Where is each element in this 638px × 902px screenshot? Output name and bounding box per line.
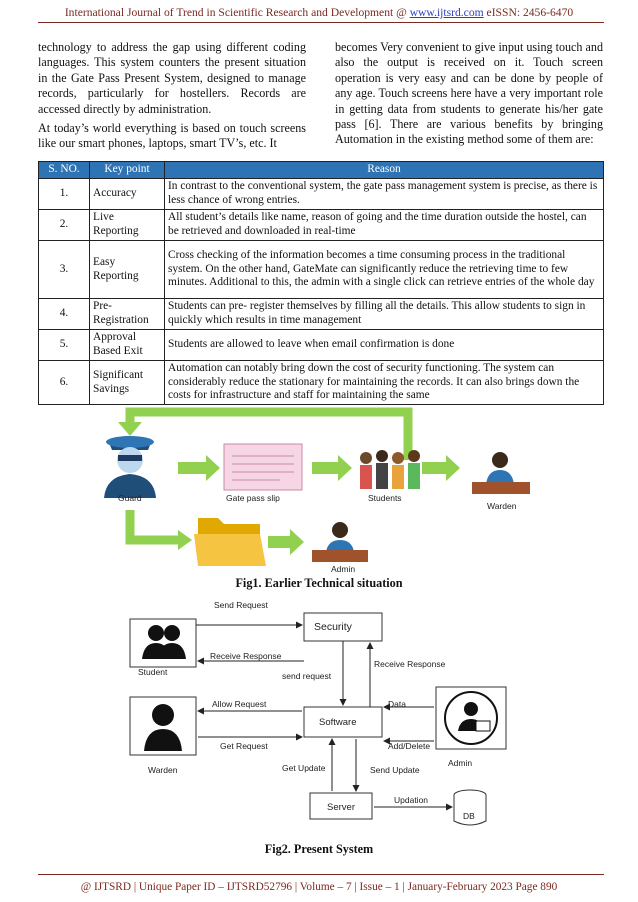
label-students: Students <box>368 493 402 503</box>
node-student: Student <box>138 667 168 677</box>
cell-key: Pre-Registration <box>90 299 165 330</box>
node-admin: Admin <box>448 758 473 768</box>
table-row <box>39 179 604 210</box>
admin-icon <box>312 522 368 562</box>
admin-box <box>436 687 506 749</box>
table-row <box>39 241 604 299</box>
table-row <box>39 299 604 330</box>
cell-reason: Students are allowed to leave when email confirmation is done <box>165 330 604 361</box>
node-security: Security <box>314 621 352 633</box>
footer-rule <box>38 874 604 875</box>
header-rule <box>38 22 604 23</box>
cell-key: Approval Based Exit <box>90 330 165 361</box>
table-row <box>39 210 604 241</box>
edge-label-data: Data <box>388 699 406 709</box>
cell-sno: 3. <box>39 241 90 299</box>
students-icon <box>360 450 420 489</box>
cell-reason: Students can pre- register themselves by filling all the details. This allow students to sign in quickly which results in time management <box>165 299 604 330</box>
label-guard: Guard <box>118 493 142 503</box>
edge-label-send-request: Send Request <box>214 600 268 610</box>
col-header-reason: Reason <box>165 162 604 179</box>
cell-sno: 2. <box>39 210 90 241</box>
cell-key: Easy Reporting <box>90 241 165 299</box>
arrow-guard-to-slip <box>178 455 220 481</box>
node-software: Software <box>319 717 357 728</box>
gate-pass-slip-icon <box>224 444 302 490</box>
journal-link[interactable]: www.ijtsrd.com <box>409 6 484 19</box>
arrow-to-folder-head <box>178 530 192 550</box>
paragraph: technology to address the gap using different coding languages. This system counters the present situation in the Gate Pass Present System, designed to manage records, particularly for hostellers. Records are accessed directly by administration. <box>38 40 306 116</box>
edge-label-get-request: Get Request <box>220 741 268 751</box>
arrow-folder-to-admin <box>268 529 304 555</box>
edge-label-updation: Updation <box>394 795 429 805</box>
cell-sno: 6. <box>39 361 90 405</box>
cell-reason: Cross checking of the information becomes a time consuming process in the traditional system. On the other hand, GateMate can significantly reduce the retrieving time to few minutes. Additional to this, the admin with a single click can retrieve entries of the whole day <box>165 241 604 299</box>
cell-key: Accuracy <box>90 179 165 210</box>
cell-sno: 4. <box>39 299 90 330</box>
cell-reason: Automation can notably bring down the cost of security functioning. The system can considerably reduce the stationary for maintaining the records. It can also brings down the costs for infrastructure and staff for maintaining the same <box>165 361 604 405</box>
right-column <box>335 40 603 152</box>
running-footer: @ IJTSRD | Unique Paper ID – IJTSRD52796 | Volume – 7 | Issue – 1 | January-February 2023 Page 890 <box>80 881 558 893</box>
col-header-keypoint: Key point <box>90 162 165 179</box>
student-box <box>130 619 196 667</box>
header-suffix: eISSN: 2456-6470 <box>483 6 574 19</box>
node-db: DB <box>463 811 475 821</box>
label-warden: Warden <box>487 501 517 511</box>
cell-key: Significant Savings <box>90 361 165 405</box>
guard-icon <box>104 436 156 498</box>
running-header <box>0 6 638 19</box>
table-row <box>39 361 604 405</box>
edge-label-add-delete: Add/Delete <box>388 741 431 751</box>
node-server: Server <box>327 802 355 813</box>
edge-label-receive-response-left: Receive Response <box>210 651 282 661</box>
table-header-row <box>39 162 604 179</box>
fig1-caption: Fig1. Earlier Technical situation <box>235 576 403 590</box>
folder-icon <box>194 518 266 566</box>
benefits-table <box>38 161 604 405</box>
paragraph: becomes Very convenient to give input using touch and also the output is received on it. Touch screen operation is very easy and can be done by people of any age. Touch screens here have a very important role in getting data from students to generate his/her gate pass [6]. There are various benefits by bringing Automation in the existing method some of them are: <box>335 40 603 147</box>
warden-icon <box>472 452 530 494</box>
cell-reason: In contrast to the conventional system, the gate pass management system is precise, as there is less chance of wrong entries. <box>165 179 604 210</box>
cell-reason: All student’s details like name, reason of going and the time duration outside the hostel, can be retrieved and downloaded in real-time <box>165 210 604 241</box>
fig2-caption: Fig2. Present System <box>264 842 374 856</box>
edge-label-send-update: Send Update <box>370 765 420 775</box>
edge-label-send-request-down: send request <box>282 671 332 681</box>
col-header-sno: S. NO. <box>39 162 90 179</box>
edge-label-get-update: Get Update <box>282 763 326 773</box>
label-gate-pass-slip: Gate pass slip <box>226 493 280 503</box>
cell-key: Live Reporting <box>90 210 165 241</box>
arrow-guard-down <box>130 510 180 540</box>
label-admin: Admin <box>331 564 356 574</box>
cell-sno: 5. <box>39 330 90 361</box>
arrow-slip-to-students <box>312 455 352 481</box>
arrow-students-to-warden <box>422 455 460 481</box>
table-row <box>39 330 604 361</box>
feedback-arrowhead <box>118 422 142 436</box>
edge-label-receive-response-right: Receive Response <box>374 659 446 669</box>
node-warden: Warden <box>148 765 178 775</box>
edge-label-allow-request: Allow Request <box>212 699 267 709</box>
left-column <box>38 40 306 156</box>
cell-sno: 1. <box>39 179 90 210</box>
paragraph: At today’s world everything is based on touch screens like our smart phones, laptops, smart TV’s, etc. It <box>38 121 306 151</box>
fig1-illustration <box>90 400 550 572</box>
header-prefix: International Journal of Trend in Scientific Research and Development @ <box>64 6 410 19</box>
